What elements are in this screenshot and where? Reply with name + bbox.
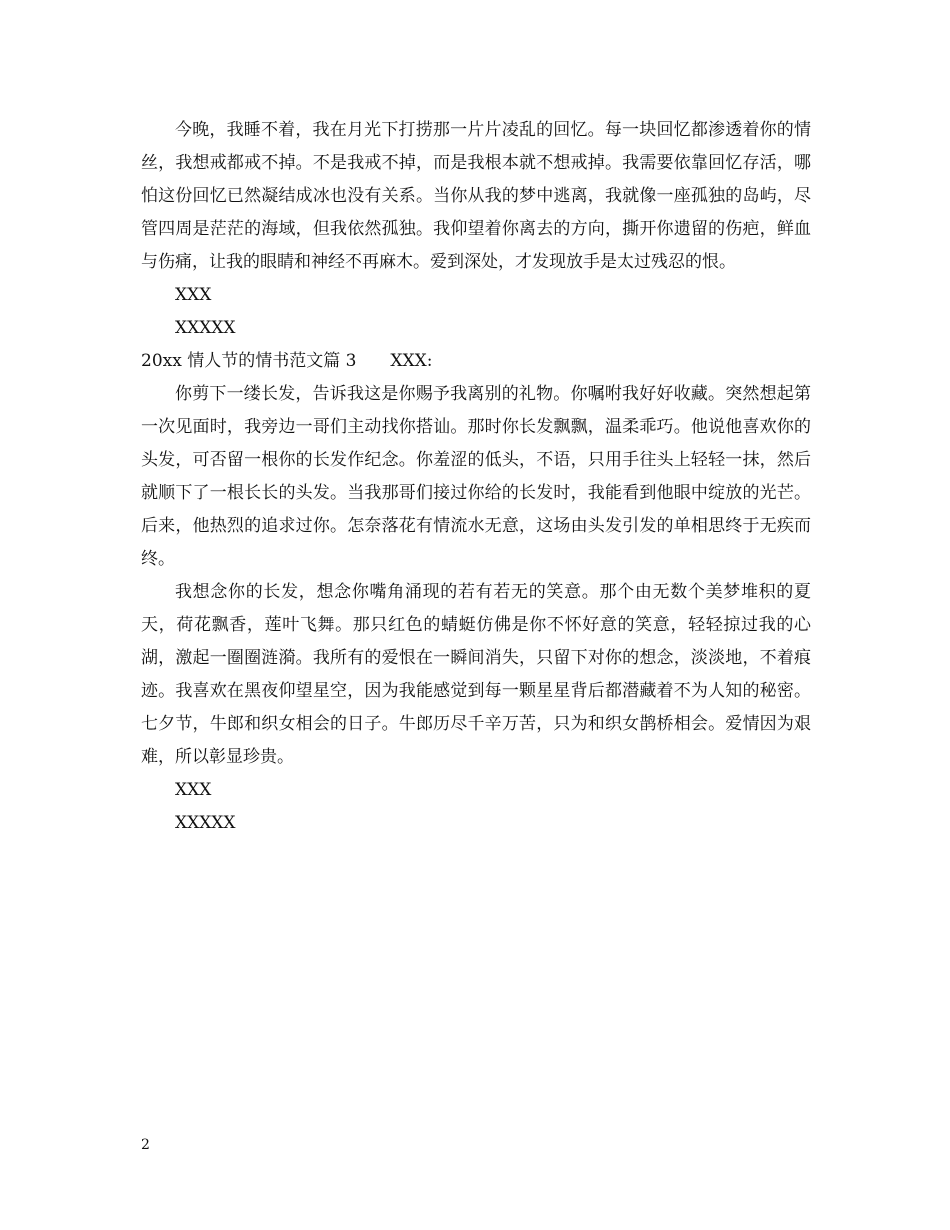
signature-name: XXX: [175, 780, 212, 800]
signature-name: XXX: [175, 285, 212, 305]
section-heading: 20xx 情人节的情书范文篇 3 XXX:: [141, 351, 433, 371]
document-body: [141, 114, 811, 840]
letter-paragraph: 我想念你的长发，想念你嘴角涌现的若有若无的笑意。那个由无数个美梦堆积的夏天，荷花飘香，莲叶飞舞。那只红色的蜻蜓仿佛是你不怀好意的笑意，轻轻掠过我的心湖，激起一圈圈涟漪。我所有的爱恨在一瞬间消失，只留下对你的想念，淡淡地，不着痕迹。我喜欢在黑夜仰望星空，因为我能感觉到每一颗星星背后都潜藏着不为人知的秘密。七夕节，牛郎和织女相会的日子。牛郎历尽千辛万苦，只为和织女鹊桥相会。爱情因为艰难，所以彰显珍贵。: [141, 582, 811, 767]
letter-paragraph: 今晚，我睡不着，我在月光下打捞那一片片凌乱的回忆。每一块回忆都渗透着你的情丝，我想戒都戒不掉。不是我戒不掉，而是我根本就不想戒掉。我需要依靠回忆存活，哪怕这份回忆已然凝结成冰也没有关系。当你从我的梦中逃离，我就像一座孤独的岛屿，尽管四周是茫茫的海域，但我依然孤独。我仰望着你离去的方向，撕开你遗留的伤疤，鲜血与伤痛，让我的眼睛和神经不再麻木。爱到深处，才发现放手是太过残忍的恨。: [141, 120, 811, 272]
signature-date: XXXXX: [175, 318, 236, 338]
letter-paragraph: 你剪下一缕长发，告诉我这是你赐予我离别的礼物。你嘱咐我好好收藏。突然想起第一次见面时，我旁边一哥们主动找你搭讪。那时你长发飘飘，温柔乖巧。他说他喜欢你的头发，可否留一根你的长发作纪念。你羞涩的低头，不语，只用手往头上轻轻一抹，然后就顺下了一根长长的头发。当我那哥们接过你给的长发时，我能看到他眼中绽放的光芒。后来，他热烈的追求过你。怎奈落花有情流水无意，这场由头发引发的单相思终于无疾而终。: [141, 384, 811, 569]
page-number: 2: [141, 1137, 150, 1153]
signature-date: XXXXX: [175, 813, 236, 833]
